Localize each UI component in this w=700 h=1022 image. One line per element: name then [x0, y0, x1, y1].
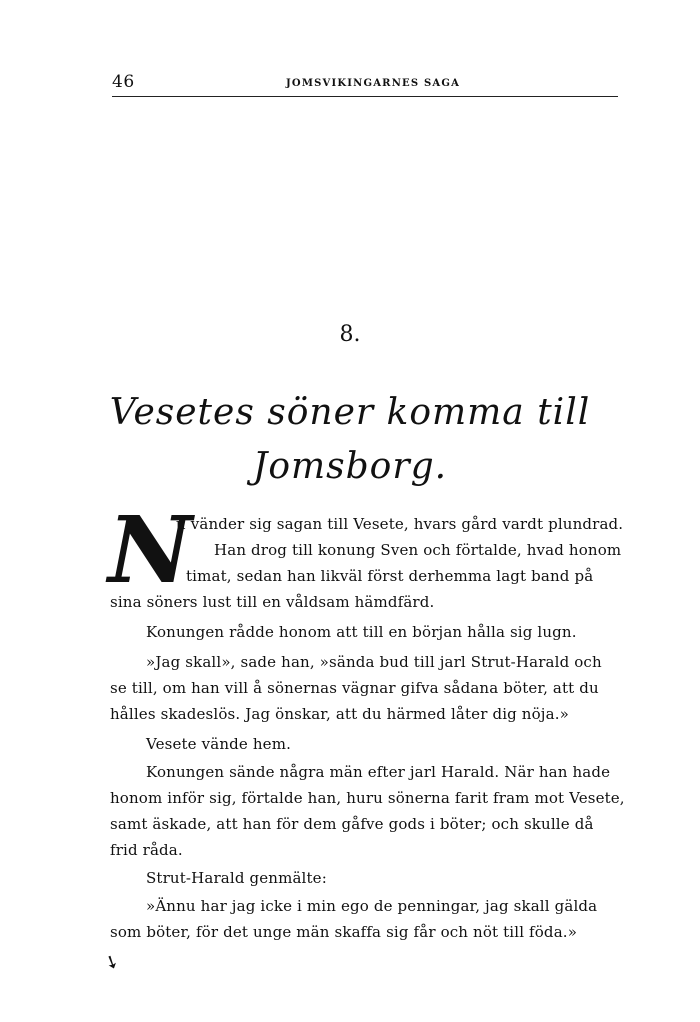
drop-cap: N	[108, 496, 193, 604]
text-line: timat, sedan han likväl först derhemma lagt band på	[186, 567, 594, 585]
text-line: Konungen rådde honom att till en början hålla sig lugn.	[146, 623, 577, 641]
text-line: som böter, för det unge män skaffa sig får och nöt till föda.»	[110, 923, 578, 941]
text-line: frid råda.	[110, 841, 183, 859]
chapter-title	[0, 386, 700, 494]
header-rule	[112, 96, 618, 97]
text-line: honom inför sig, förtalde han, huru sönerna farit fram mot Vesete,	[110, 789, 625, 807]
text-line: u vänder sig sagan till Vesete, hvars gård vardt plundrad.	[176, 515, 624, 533]
chapter-title-line-1: Vesetes söner komma till	[109, 392, 591, 433]
text-line: »Ännu har jag icke i min ego de penningar, jag skall gälda	[146, 897, 598, 915]
text-line: »Jag skall», sade han, »sända bud till jarl Strut-Harald och	[146, 653, 602, 671]
text-line: se till, om han vill å sönernas vägnar gifva sådana böter, att du	[110, 679, 599, 697]
end-ornament: ➘	[100, 949, 123, 976]
text-line: Vesete vände hem.	[146, 735, 291, 753]
chapter-number: 8.	[339, 322, 361, 347]
text-line: Konungen sände några män efter jarl Harald. När han hade	[146, 763, 611, 781]
text-line: Han drog till konung Sven och förtalde, hvad honom	[214, 541, 622, 559]
running-title: JOMSVIKINGARNES SAGA	[286, 78, 461, 89]
text-line: sina söners lust till en våldsam hämdfärd.	[110, 593, 435, 611]
text-line: hålles skadeslös. Jag önskar, att du härmed låter dig nöja.»	[110, 705, 569, 723]
text-line: Strut-Harald genmälte:	[146, 869, 327, 887]
text-line: samt äskade, att han för dem gåfve gods i böter; och skulle då	[110, 815, 594, 833]
chapter-title-line-2: Jomsborg.	[252, 446, 448, 487]
page-number: 46	[112, 72, 135, 92]
